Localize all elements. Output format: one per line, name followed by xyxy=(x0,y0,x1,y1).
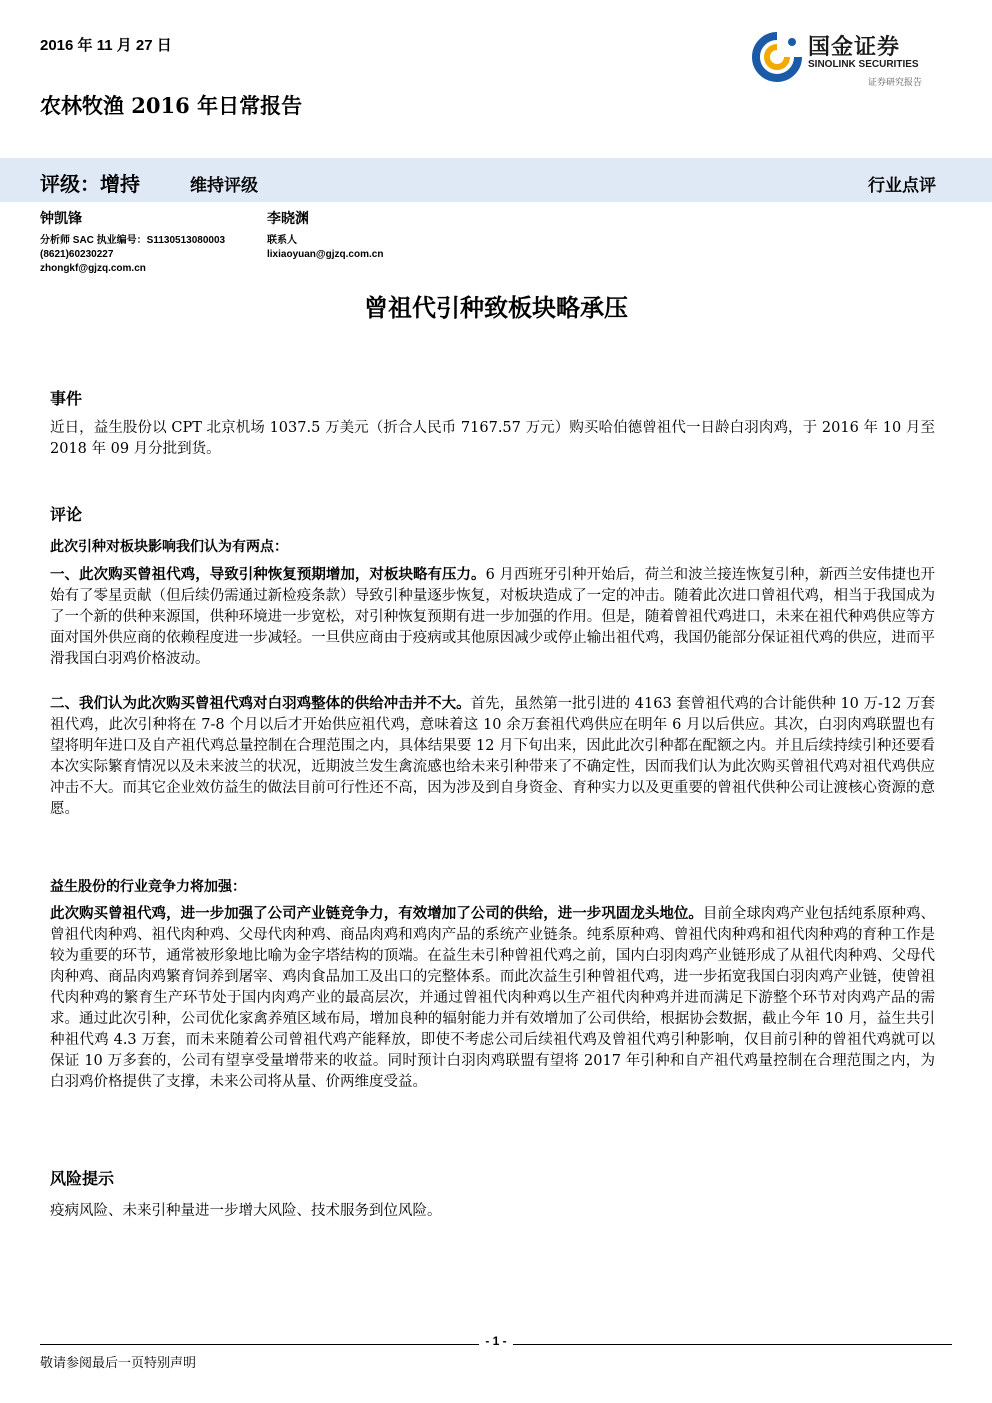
report-series-title: 农林牧渔 2016 年日常报告 xyxy=(40,93,303,118)
section-heading-risk: 风险提示 xyxy=(50,1169,115,1188)
main-title: 曾祖代引种致板块略承压 xyxy=(364,293,628,322)
paragraph-lead: 一、此次购买曾祖代鸡，导致引种恢复预期增加，对板块略有压力。 xyxy=(50,566,486,583)
page-number xyxy=(0,1334,992,1348)
competition-subheading: 益生股份的行业竞争力将加强： xyxy=(50,879,246,895)
author-block xyxy=(40,208,225,276)
author-block xyxy=(267,208,383,262)
logo-name-en: SINOLINK SECURITIES xyxy=(808,59,919,70)
comment-paragraph-2 xyxy=(50,693,935,820)
logo-name-zh: 国金证券 xyxy=(808,35,901,60)
risk-paragraph: 疫病风险、未来引种量进一步增大风险、技术服务到位风险。 xyxy=(50,1203,442,1219)
rating-label: 评级：增持 xyxy=(40,172,140,196)
company-logo xyxy=(752,28,952,92)
author-email[interactable]: lixiaoyuan@gjzq.com.cn xyxy=(267,249,384,260)
author-license: 分析师 SAC 执业编号：S1130513080003 xyxy=(40,235,226,246)
author-email[interactable]: zhongkf@gjzq.com.cn xyxy=(40,263,146,274)
author-role: 联系人 xyxy=(267,235,297,246)
rating-bar xyxy=(0,158,992,202)
sinolink-logo-icon xyxy=(752,32,802,82)
report-type: 行业点评 xyxy=(868,176,936,196)
rating-status: 维持评级 xyxy=(190,176,258,196)
section-heading-comment: 评论 xyxy=(50,505,83,524)
logo-subtitle: 证券研究报告 xyxy=(868,78,923,88)
author-phone: (8621)60230227 xyxy=(40,249,114,260)
paragraph-lead: 此次购买曾祖代鸡，进一步加强了公司产业链竞争力，有效增加了公司的供给，进一步巩固龙头地位。 xyxy=(50,905,703,922)
page-number-text: - 1 - xyxy=(479,1334,512,1348)
event-paragraph: 近日，益生股份以 CPT 北京机场 1037.5 万美元（折合人民币 7167.57 万元）购买哈伯德曾祖代一日龄白羽肉鸡，于 2016 年 10 月至 2018 年 09 月分批到货。 xyxy=(50,420,935,457)
section-heading-event: 事件 xyxy=(50,389,83,408)
paragraph-body: 首先，虽然第一批引进的 4163 套曾祖代鸡的合计能供种 10 万-12 万套祖代鸡，此次引种将在 7-8 个月以后才开始供应祖代鸡，意味着这 10 余万套祖代鸡供应在明年 6 月以后供应。其次，白羽肉鸡联盟也有望将明年进口及自产祖代鸡总量控制在合理范围之内，具体结果要 12 月下旬出来，因此此次引种都在配额之内。并且后续持续引种还要看本次实际繁育情况以及未来波兰的状况，近期波兰发生禽流感也给未来引种带来了不确定性，因而我们认为此次购买曾祖代鸡对祖代鸡供应冲击不大。而其它企业效仿益生的做法目前可行性还不高，因为涉及到自身资金、育种实力以及更重要的曾祖代供种公司让渡核心资源的意愿。 xyxy=(50,696,935,817)
paragraph-body: 目前全球肉鸡产业包括纯系原种鸡、曾祖代肉种鸡、祖代肉种鸡、父母代肉种鸡、商品肉鸡和鸡肉产品的系统产业链条。纯系原种鸡、曾祖代肉种鸡和祖代肉种鸡的育种工作是较为重要的环节，通常被形象地比喻为金字塔结构的顶端。在益生未引种曾祖代鸡之前，国内白羽肉鸡产业链形成了从祖代肉种鸡、父母代肉种鸡、商品肉鸡繁育饲养到屠宰、鸡肉食品加工及出口的完整体系。而此次益生引种曾祖代鸡，进一步拓宽我国白羽肉鸡产业链，使曾祖代肉种鸡的繁育生产环节处于国内肉鸡产业的最高层次，并通过曾祖代肉种鸡以生产祖代肉种鸡并进而满足下游整个环节对肉鸡产品的需求。通过此次引种，公司优化家禽养殖区域布局，增加良种的辐射能力并有效增加了公司供给，根据协会数据，截止今年 10 月，益生共引种祖代鸡 4.3 万套，而未来随着公司曾祖代鸡产能释放，即使不考虑公司后续祖代鸡及曾祖代鸡引种影响，仅目前引种的曾祖代鸡就可以保证 10 万多套的，公司有望享受量增带来的收益。同时预计白羽肉鸡联盟有望将 2017 年引种和自产祖代鸡量控制在合理范围之内，为白羽鸡价格提供了支撑，未来公司将从量、价两维度受益。 xyxy=(50,906,935,1090)
comment-paragraph-1 xyxy=(50,564,935,670)
paragraph-lead: 二、我们认为此次购买曾祖代鸡对白羽鸡整体的供给冲击并不大。 xyxy=(50,695,471,712)
competition-paragraph xyxy=(50,903,935,1093)
author-name: 李晓渊 xyxy=(267,211,309,227)
author-name: 钟凯锋 xyxy=(40,211,82,227)
footer-disclaimer: 敬请参阅最后一页特别声明 xyxy=(40,1356,197,1371)
comment-subheading: 此次引种对板块影响我们认为有两点： xyxy=(50,539,288,555)
report-date: 2016 年 11 月 27 日 xyxy=(40,37,172,54)
paragraph-body: 6 月西班牙引种开始后，荷兰和波兰接连恢复引种，新西兰安伟捷也开始有了零星贡献（但后续仍需通过新检疫条款）导致引种量逐步恢复，对板块造成了一定的冲击。随着此次进口曾祖代鸡，相当于我国成为了一个新的供种来源国，供种环境进一步宽松，对引种恢复预期有进一步加强的作用。但是，随着曾祖代鸡进口，未来在祖代种鸡供应等方面对国外供应商的依赖程度进一步减轻。一旦供应商由于疫病或其他原因减少或停止输出祖代鸡，我国仍能部分保证祖代鸡的供应，进而平滑我国白羽鸡价格波动。 xyxy=(50,567,935,667)
